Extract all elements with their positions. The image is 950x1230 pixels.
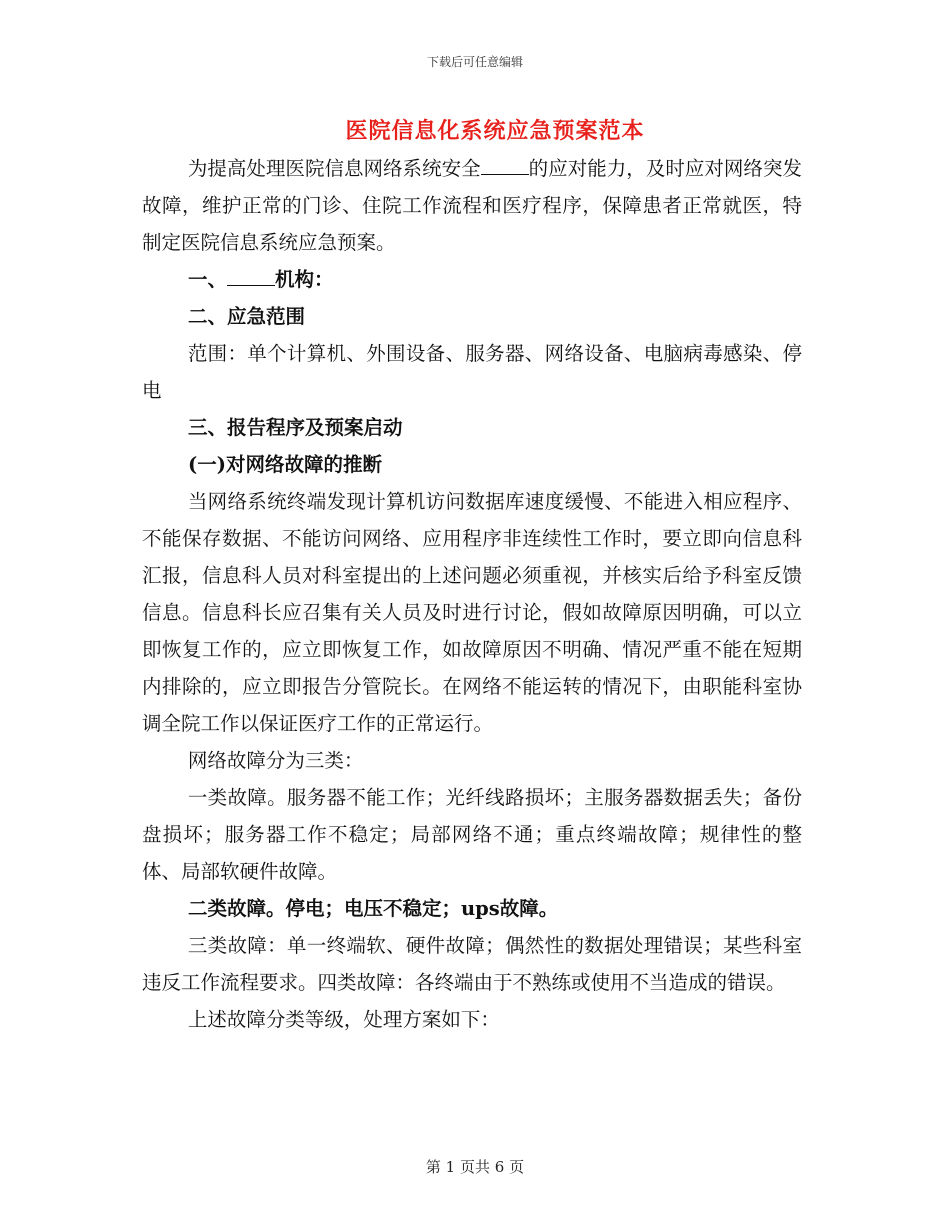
- fault-class-2-paragraph: 二类故障。停电；电压不稳定；ups故障。: [188, 897, 559, 920]
- section-heading-2: 二、应急范围: [188, 305, 306, 328]
- page-number: 第 1 页共 6 页: [425, 1158, 525, 1176]
- fault-class-3-paragraph: 三类故障：单一终端软、硬件故障；偶然性的数据处理错误；某些科室违反工作流程要求。四类故障：各终端由于不熟练或使用不当造成的错误。: [142, 934, 802, 994]
- closing-paragraph: 上述故障分类等级，处理方案如下：: [187, 1008, 500, 1031]
- fill-in-blank: [227, 284, 275, 286]
- page-header-note: 下载后可任意编辑: [426, 55, 523, 69]
- section-heading-1: [142, 261, 802, 298]
- intro-paragraph: [142, 150, 802, 261]
- section-1-prefix: 一、: [188, 268, 228, 291]
- fault-types-intro: 网络故障分为三类：: [187, 749, 364, 772]
- document-title: 医院信息化系统应急预案范本: [345, 118, 645, 144]
- section-heading-3: 三、报告程序及预案启动: [188, 416, 403, 439]
- network-fault-paragraph: 当网络系统终端发现计算机访问数据库速度缓慢、不能进入相应程序、不能保存数据、不能访问网络、应用程序非连续性工作时，要立即向信息科汇报，信息科人员对科室提出的上述问题必须重视，并核实后给予科室反馈信息。信息科长应召集有关人员及时进行讨论，假如故障原因明确，可以立即恢复工作的，应立即恢复工作，如故障原因不明确、情况严重不能在短期内排除的，应立即报告分管院长。在网络不能运转的情况下，由职能科室协调全院工作以保证医疗工作的正常运行。: [142, 490, 802, 735]
- scope-paragraph: 范围：单个计算机、外围设备、服务器、网络设备、电脑病毒感染、停电: [142, 342, 802, 402]
- document-body: [142, 150, 802, 1038]
- intro-text-part1: 为提高处理医院信息网络系统安全: [187, 157, 481, 180]
- intro-text-part2: 的应对能力，及时应对网络突发故障，维护正常的门诊、住院工作流程和医疗程序，保障患者正常就医，特制定医院信息系统应急预案。: [142, 157, 802, 254]
- section-1-suffix: 机构：: [275, 268, 334, 291]
- fault-class-1-paragraph: 一类故障。服务器不能工作；光纤线路损坏；主服务器数据丢失；备份盘损坏；服务器工作不稳定；局部网络不通；重点终端故障；规律性的整体、局部软硬件故障。: [142, 786, 802, 883]
- subsection-heading-1: (一)对网络故障的推断: [188, 453, 382, 476]
- fill-in-blank: [481, 173, 529, 175]
